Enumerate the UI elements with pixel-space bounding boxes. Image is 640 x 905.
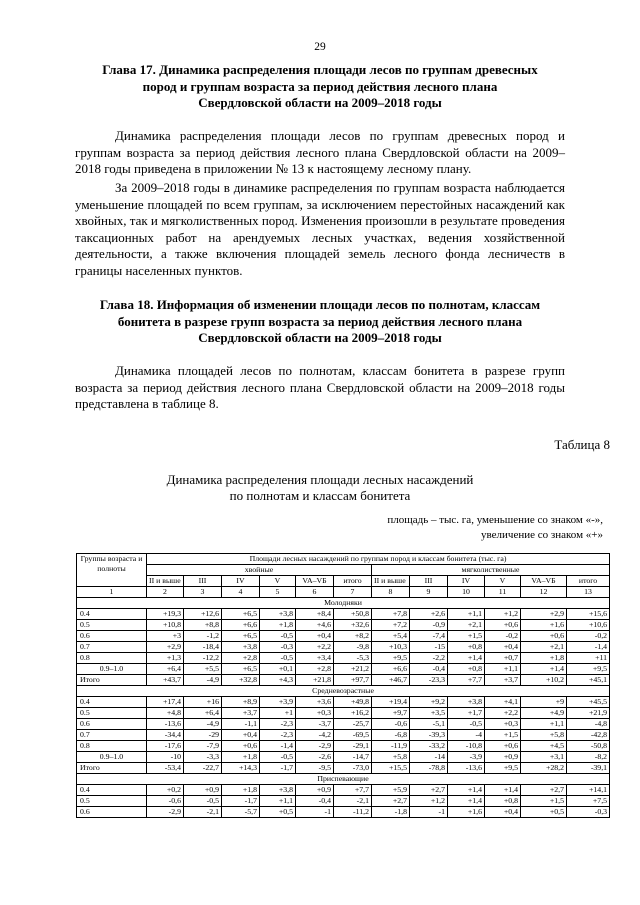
table-cell: -4,8 — [567, 719, 610, 730]
column-number: 6 — [296, 587, 334, 598]
table-cell: +3,7 — [485, 675, 521, 686]
column-number: 3 — [184, 587, 222, 598]
table-cell: -1,1 — [222, 719, 260, 730]
table-cell: +19,4 — [372, 697, 410, 708]
table-cell: +4,9 — [521, 708, 567, 719]
chapter-17-heading-line: Свердловской области на 2009–2018 годы — [198, 95, 442, 110]
table-cell: -0,5 — [184, 796, 222, 807]
chapter-18-paragraph: Динамика площадей лесов по полнотам, классам бонитета в разрезе групп возраста за период действия лесного плана Свердловской области на 2009–2018 годы представлена в таблице 8. — [75, 363, 565, 411]
table-cell: -2,9 — [296, 741, 334, 752]
chapter-18-heading-line: Глава 18. Информация об изменении площади лесов по полнотам, классам — [99, 297, 541, 312]
table-cell: +8,2 — [334, 631, 372, 642]
table-cell: +10,6 — [567, 620, 610, 631]
table-cell: +0,3 — [485, 719, 521, 730]
section-row — [77, 774, 610, 785]
column-number: 8 — [372, 587, 410, 598]
table-cell: +3,1 — [521, 752, 567, 763]
table-cell: +4,8 — [147, 708, 184, 719]
header-softwood: мягколиственные — [372, 565, 610, 576]
header-subcol: III — [184, 576, 222, 587]
table-row — [77, 807, 610, 818]
table-body — [77, 587, 610, 818]
table-cell: -53,4 — [147, 763, 184, 774]
table-cell: -69,5 — [334, 730, 372, 741]
header-subcol: IV — [448, 576, 485, 587]
table-cell: +3,5 — [410, 708, 448, 719]
table-cell: +0,4 — [485, 642, 521, 653]
column-number: 13 — [567, 587, 610, 598]
table-cell: +7,7 — [448, 675, 485, 686]
table-cell: -29 — [184, 730, 222, 741]
chapter-17-paragraph-1: Динамика распределения площади лесов по группам древесных пород и группам возраста за период действия лесного плана Свердловской области на 2009–2018 годы приведена в приложении № 13 к настоящему лесному плану. — [75, 128, 565, 176]
table-row — [77, 741, 610, 752]
header-coniferous: хвойные — [147, 565, 372, 576]
table-cell: +6,5 — [222, 631, 260, 642]
header-main: Площади лесных насаждений по группам пород и классам бонитета (тыс. га) — [147, 554, 610, 565]
table-cell: -3,3 — [184, 752, 222, 763]
table-cell: +1,7 — [448, 708, 485, 719]
header-subcol: II и выше — [147, 576, 184, 587]
table-cell: +1,1 — [448, 609, 485, 620]
table-cell: +19,3 — [147, 609, 184, 620]
column-number: 4 — [222, 587, 260, 598]
table-cell: -5,3 — [334, 653, 372, 664]
table-cell: +0,4 — [296, 631, 334, 642]
table-cell: -2,3 — [260, 719, 296, 730]
column-number: 9 — [410, 587, 448, 598]
table-cell: +1,8 — [222, 785, 260, 796]
row-label: 0.8 — [77, 741, 147, 752]
table-cell: +32,6 — [334, 620, 372, 631]
table-cell: +0,3 — [296, 708, 334, 719]
table-cell: +2,6 — [410, 609, 448, 620]
table-row — [77, 664, 610, 675]
table-cell: +1,3 — [147, 653, 184, 664]
table-cell: -4,9 — [184, 719, 222, 730]
chapter-17-heading-line: Глава 17. Динамика распределения площади лесов по группам древесных — [102, 62, 538, 77]
row-label: 0.4 — [77, 609, 147, 620]
table-cell: -23,3 — [410, 675, 448, 686]
column-number: 11 — [485, 587, 521, 598]
table-row — [77, 785, 610, 796]
table-cell: -0,5 — [260, 653, 296, 664]
table-cell: +1,4 — [485, 785, 521, 796]
table-cell: +3,8 — [448, 697, 485, 708]
row-label: 0.9–1.0 — [77, 752, 147, 763]
table-cell: +2,1 — [448, 620, 485, 631]
chapter-17-heading — [70, 62, 570, 112]
table-cell: +6,6 — [222, 620, 260, 631]
header-subcol: VA–VБ — [296, 576, 334, 587]
chapter-18-heading-line: бонитета в разрезе групп возраста за период действия лесного плана — [117, 313, 523, 329]
table-row — [77, 752, 610, 763]
table-cell: +4,3 — [260, 675, 296, 686]
table-cell: +2,8 — [222, 653, 260, 664]
table-cell: +1,5 — [448, 631, 485, 642]
table-cell: -2,6 — [296, 752, 334, 763]
table-cell: +2,9 — [521, 609, 567, 620]
table-cell: +32,8 — [222, 675, 260, 686]
table-cell: -2,2 — [410, 653, 448, 664]
table-cell: +43,7 — [147, 675, 184, 686]
table-label: Таблица 8 — [554, 437, 610, 452]
table-cell: +3,6 — [296, 697, 334, 708]
section-title: Средневозрастные — [77, 686, 610, 697]
header-subcol: V — [485, 576, 521, 587]
table-cell: +7,5 — [567, 796, 610, 807]
table-cell: +6,4 — [147, 664, 184, 675]
table-cell: +6,5 — [222, 609, 260, 620]
table-cell: -25,7 — [334, 719, 372, 730]
table-cell: +4,6 — [296, 620, 334, 631]
header-subcol: III — [410, 576, 448, 587]
column-number: 1 — [77, 587, 147, 598]
table-row — [77, 620, 610, 631]
table-row — [77, 653, 610, 664]
table-cell: +1 — [260, 708, 296, 719]
page-number: 29 — [314, 41, 326, 53]
table-cell: +10,2 — [521, 675, 567, 686]
table-cell: +7,2 — [372, 620, 410, 631]
table-cell: -10,8 — [448, 741, 485, 752]
table-cell: +2,9 — [147, 642, 184, 653]
header-subcol: VA–VБ — [521, 576, 567, 587]
table-cell: +5,8 — [521, 730, 567, 741]
table-cell: +10,8 — [147, 620, 184, 631]
table-cell: +0,8 — [448, 642, 485, 653]
table-cell: +97,7 — [334, 675, 372, 686]
table-header — [77, 554, 610, 587]
table-cell: +3 — [147, 631, 184, 642]
row-label: Итого — [77, 763, 147, 774]
table-cell: +28,2 — [521, 763, 567, 774]
table-cell: -0,5 — [448, 719, 485, 730]
row-label: 0.7 — [77, 730, 147, 741]
table-cell: -3,7 — [296, 719, 334, 730]
table-cell: -2,1 — [184, 807, 222, 818]
table-cell: +1,4 — [521, 664, 567, 675]
table-cell: +1,1 — [260, 796, 296, 807]
table-cell: +1,6 — [448, 807, 485, 818]
table-cell: +6,4 — [184, 708, 222, 719]
table-cell: -1,7 — [260, 763, 296, 774]
table-cell: -78,8 — [410, 763, 448, 774]
table-cell: -50,8 — [567, 741, 610, 752]
table-cell: -4,9 — [184, 675, 222, 686]
table-cell: +21,9 — [567, 708, 610, 719]
table-row — [77, 697, 610, 708]
section-row — [77, 686, 610, 697]
table-cell: +3,4 — [296, 653, 334, 664]
table-cell: -39,1 — [567, 763, 610, 774]
table-cell: -0,4 — [296, 796, 334, 807]
row-label: 0.5 — [77, 708, 147, 719]
table-cell: +1,6 — [521, 620, 567, 631]
table-cell: -34,4 — [147, 730, 184, 741]
table-cell: -4 — [448, 730, 485, 741]
table-cell: +6,5 — [222, 664, 260, 675]
table-cell: -13,6 — [448, 763, 485, 774]
table-cell: +9,7 — [372, 708, 410, 719]
table-cell: +1,4 — [448, 796, 485, 807]
table-cell: -22,7 — [184, 763, 222, 774]
header-age-groups: Группы возраста и полноты — [77, 554, 147, 587]
table-cell: -7,9 — [184, 741, 222, 752]
table-cell: +0,8 — [448, 664, 485, 675]
table-cell: +0,4 — [485, 807, 521, 818]
table-cell: +50,8 — [334, 609, 372, 620]
row-label: 0.4 — [77, 697, 147, 708]
table-cell: -73,0 — [334, 763, 372, 774]
section-row — [77, 598, 610, 609]
table-row — [77, 763, 610, 774]
table-cell: -14 — [410, 752, 448, 763]
table-cell: +12,6 — [184, 609, 222, 620]
table-cell: +9,5 — [485, 763, 521, 774]
table-cell: +14,1 — [567, 785, 610, 796]
table-cell: +5,4 — [372, 631, 410, 642]
table-cell: +0,2 — [147, 785, 184, 796]
table-cell: -11,2 — [334, 807, 372, 818]
table-cell: -2,1 — [334, 796, 372, 807]
table-cell: -7,4 — [410, 631, 448, 642]
table-cell: +4,5 — [521, 741, 567, 752]
column-number: 2 — [147, 587, 184, 598]
table-row — [77, 719, 610, 730]
table-cell: -0,4 — [410, 664, 448, 675]
table-cell: +14,3 — [222, 763, 260, 774]
units-note-line: площадь – тыс. га, уменьшение со знаком «-», — [387, 514, 603, 526]
table-cell: -9,8 — [334, 642, 372, 653]
row-label: Итого — [77, 675, 147, 686]
table-cell: +15,6 — [567, 609, 610, 620]
row-label: 0.7 — [77, 642, 147, 653]
table-cell: +15,5 — [372, 763, 410, 774]
table-cell: -29,1 — [334, 741, 372, 752]
table-cell: +1,2 — [485, 609, 521, 620]
table-title — [70, 472, 570, 504]
table-cell: -6,8 — [372, 730, 410, 741]
table-cell: -0,2 — [485, 631, 521, 642]
table-cell: -13,6 — [147, 719, 184, 730]
row-label: 0.6 — [77, 631, 147, 642]
table-title-line: Динамика распределения площади лесных насаждений — [166, 472, 474, 487]
row-label: 0.6 — [77, 719, 147, 730]
table-cell: +1,5 — [485, 730, 521, 741]
table-cell: +17,4 — [147, 697, 184, 708]
table-cell: +0,7 — [485, 653, 521, 664]
table-cell: +9,5 — [567, 664, 610, 675]
table-cell: -1,2 — [184, 631, 222, 642]
table-cell: +0,5 — [260, 807, 296, 818]
header-subcol: V — [260, 576, 296, 587]
table-cell: +49,8 — [334, 697, 372, 708]
table-cell: -0,5 — [260, 752, 296, 763]
table-cell: -0,5 — [260, 631, 296, 642]
table-cell: +1,1 — [521, 719, 567, 730]
table-cell: -0,9 — [410, 620, 448, 631]
table-cell: -3,9 — [448, 752, 485, 763]
row-label: 0.8 — [77, 653, 147, 664]
header-subcol: итого — [567, 576, 610, 587]
header-subcol: итого — [334, 576, 372, 587]
table-row — [77, 675, 610, 686]
table-cell: +3,7 — [222, 708, 260, 719]
table-cell: +3,8 — [222, 642, 260, 653]
section-title: Приспевающие — [77, 774, 610, 785]
table-cell: +7,7 — [334, 785, 372, 796]
table-cell: +1,2 — [410, 796, 448, 807]
table-cell: +6,6 — [372, 664, 410, 675]
table-cell: -4,2 — [296, 730, 334, 741]
table-cell: +7,8 — [372, 609, 410, 620]
table-cell: -12,2 — [184, 653, 222, 664]
table-cell: -8,2 — [567, 752, 610, 763]
table-cell: +2,7 — [410, 785, 448, 796]
table-cell: +0,8 — [485, 796, 521, 807]
table-row — [77, 730, 610, 741]
table-row — [77, 642, 610, 653]
row-label: 0.9–1.0 — [77, 664, 147, 675]
table-units-note — [387, 513, 603, 543]
column-number: 7 — [334, 587, 372, 598]
column-number: 12 — [521, 587, 567, 598]
table-cell: +1,4 — [448, 785, 485, 796]
table-cell: -1,8 — [372, 807, 410, 818]
row-label: 0.5 — [77, 796, 147, 807]
table-cell: -5,7 — [222, 807, 260, 818]
chapter-18-heading — [70, 297, 570, 347]
table-row — [77, 708, 610, 719]
table-cell: -9,5 — [296, 763, 334, 774]
table-cell: +21,8 — [296, 675, 334, 686]
table-cell: +2,7 — [372, 796, 410, 807]
table-cell: +3,9 — [260, 697, 296, 708]
table-cell: -1 — [296, 807, 334, 818]
table-cell: +0,9 — [296, 785, 334, 796]
table-cell: +1,8 — [521, 653, 567, 664]
table-cell: +2,1 — [521, 642, 567, 653]
table-cell: +9,2 — [410, 697, 448, 708]
table-cell: +11 — [567, 653, 610, 664]
table-cell: -0,3 — [567, 807, 610, 818]
table-cell: +2,2 — [296, 642, 334, 653]
table-cell: +0,5 — [521, 807, 567, 818]
table-cell: +0,6 — [485, 741, 521, 752]
table-cell: +0,6 — [485, 620, 521, 631]
table-cell: +5,5 — [184, 664, 222, 675]
section-title: Молодняки — [77, 598, 610, 609]
table-cell: -11,9 — [372, 741, 410, 752]
table-cell: -39,3 — [410, 730, 448, 741]
table-cell: +1,8 — [222, 752, 260, 763]
table-cell: +8,8 — [184, 620, 222, 631]
column-number: 5 — [260, 587, 296, 598]
table-cell: -33,2 — [410, 741, 448, 752]
table-cell: +3,8 — [260, 609, 296, 620]
table-cell: +1,8 — [260, 620, 296, 631]
table-cell: -42,8 — [567, 730, 610, 741]
column-number-row — [77, 587, 610, 598]
table-cell: +2,2 — [485, 708, 521, 719]
table-cell: -1,7 — [222, 796, 260, 807]
units-note-line: увеличение со знаком «+» — [481, 529, 603, 541]
table-cell: +45,5 — [567, 697, 610, 708]
table-cell: -17,6 — [147, 741, 184, 752]
row-label: 0.4 — [77, 785, 147, 796]
table-cell: -5,1 — [410, 719, 448, 730]
header-subcol: IV — [222, 576, 260, 587]
table-cell: -1,4 — [260, 741, 296, 752]
row-label: 0.6 — [77, 807, 147, 818]
table-cell: -15 — [410, 642, 448, 653]
table-cell: -0,6 — [147, 796, 184, 807]
table-cell: +2,8 — [296, 664, 334, 675]
table-cell: -1 — [410, 807, 448, 818]
table-cell: +1,4 — [448, 653, 485, 664]
forest-area-table — [76, 553, 610, 818]
table-cell: +1,5 — [521, 796, 567, 807]
table-cell: +0,6 — [222, 741, 260, 752]
table-cell: +0,9 — [485, 752, 521, 763]
column-number: 10 — [448, 587, 485, 598]
table-cell: -10 — [147, 752, 184, 763]
table-row — [77, 631, 610, 642]
chapter-17-paragraph-2: За 2009–2018 годы в динамике распределения по группам возраста наблюдается уменьшение площадей по всем группам, за исключением перестойных насаждений как хвойных, так и мягколиственных пород. Изменения произошли в результате проведения таксационных работ на арендуемых лесных участках, ведения хозяйственной деятельности, а также включения площадей земель лесного фонда лесничеств в границы населенных пунктов. — [75, 180, 565, 278]
table-cell: +0,1 — [260, 664, 296, 675]
table-cell: +8,9 — [222, 697, 260, 708]
table-cell: -0,6 — [372, 719, 410, 730]
table-cell: -1,4 — [567, 642, 610, 653]
table-cell: -18,4 — [184, 642, 222, 653]
table-cell: +1,1 — [485, 664, 521, 675]
table-cell: +0,4 — [222, 730, 260, 741]
table-cell: +5,9 — [372, 785, 410, 796]
table-cell: +46,7 — [372, 675, 410, 686]
table-row — [77, 796, 610, 807]
table-cell: -2,9 — [147, 807, 184, 818]
table-cell: -14,7 — [334, 752, 372, 763]
table-cell: +5,8 — [372, 752, 410, 763]
table-cell: -0,2 — [567, 631, 610, 642]
table-cell: +8,4 — [296, 609, 334, 620]
table-cell: +16 — [184, 697, 222, 708]
table-cell: +9,5 — [372, 653, 410, 664]
chapter-18-heading-line: Свердловской области на 2009–2018 годы — [198, 330, 442, 345]
table-row — [77, 609, 610, 620]
row-label: 0.5 — [77, 620, 147, 631]
table-cell: -0,3 — [260, 642, 296, 653]
chapter-17-heading-line: пород и группам возраста за период действия лесного плана — [142, 78, 498, 94]
header-subcol: II и выше — [372, 576, 410, 587]
table-cell: +0,6 — [521, 631, 567, 642]
table-cell: -2,3 — [260, 730, 296, 741]
table-cell: +3,8 — [260, 785, 296, 796]
table-cell: +0,9 — [184, 785, 222, 796]
table-cell: +21,2 — [334, 664, 372, 675]
table-cell: +16,2 — [334, 708, 372, 719]
table-title-line: по полнотам и классам бонитета — [229, 488, 411, 503]
table-cell: +45,1 — [567, 675, 610, 686]
table-cell: +2,7 — [521, 785, 567, 796]
table-cell: +10,3 — [372, 642, 410, 653]
table-cell: +4,1 — [485, 697, 521, 708]
table-cell: +9 — [521, 697, 567, 708]
